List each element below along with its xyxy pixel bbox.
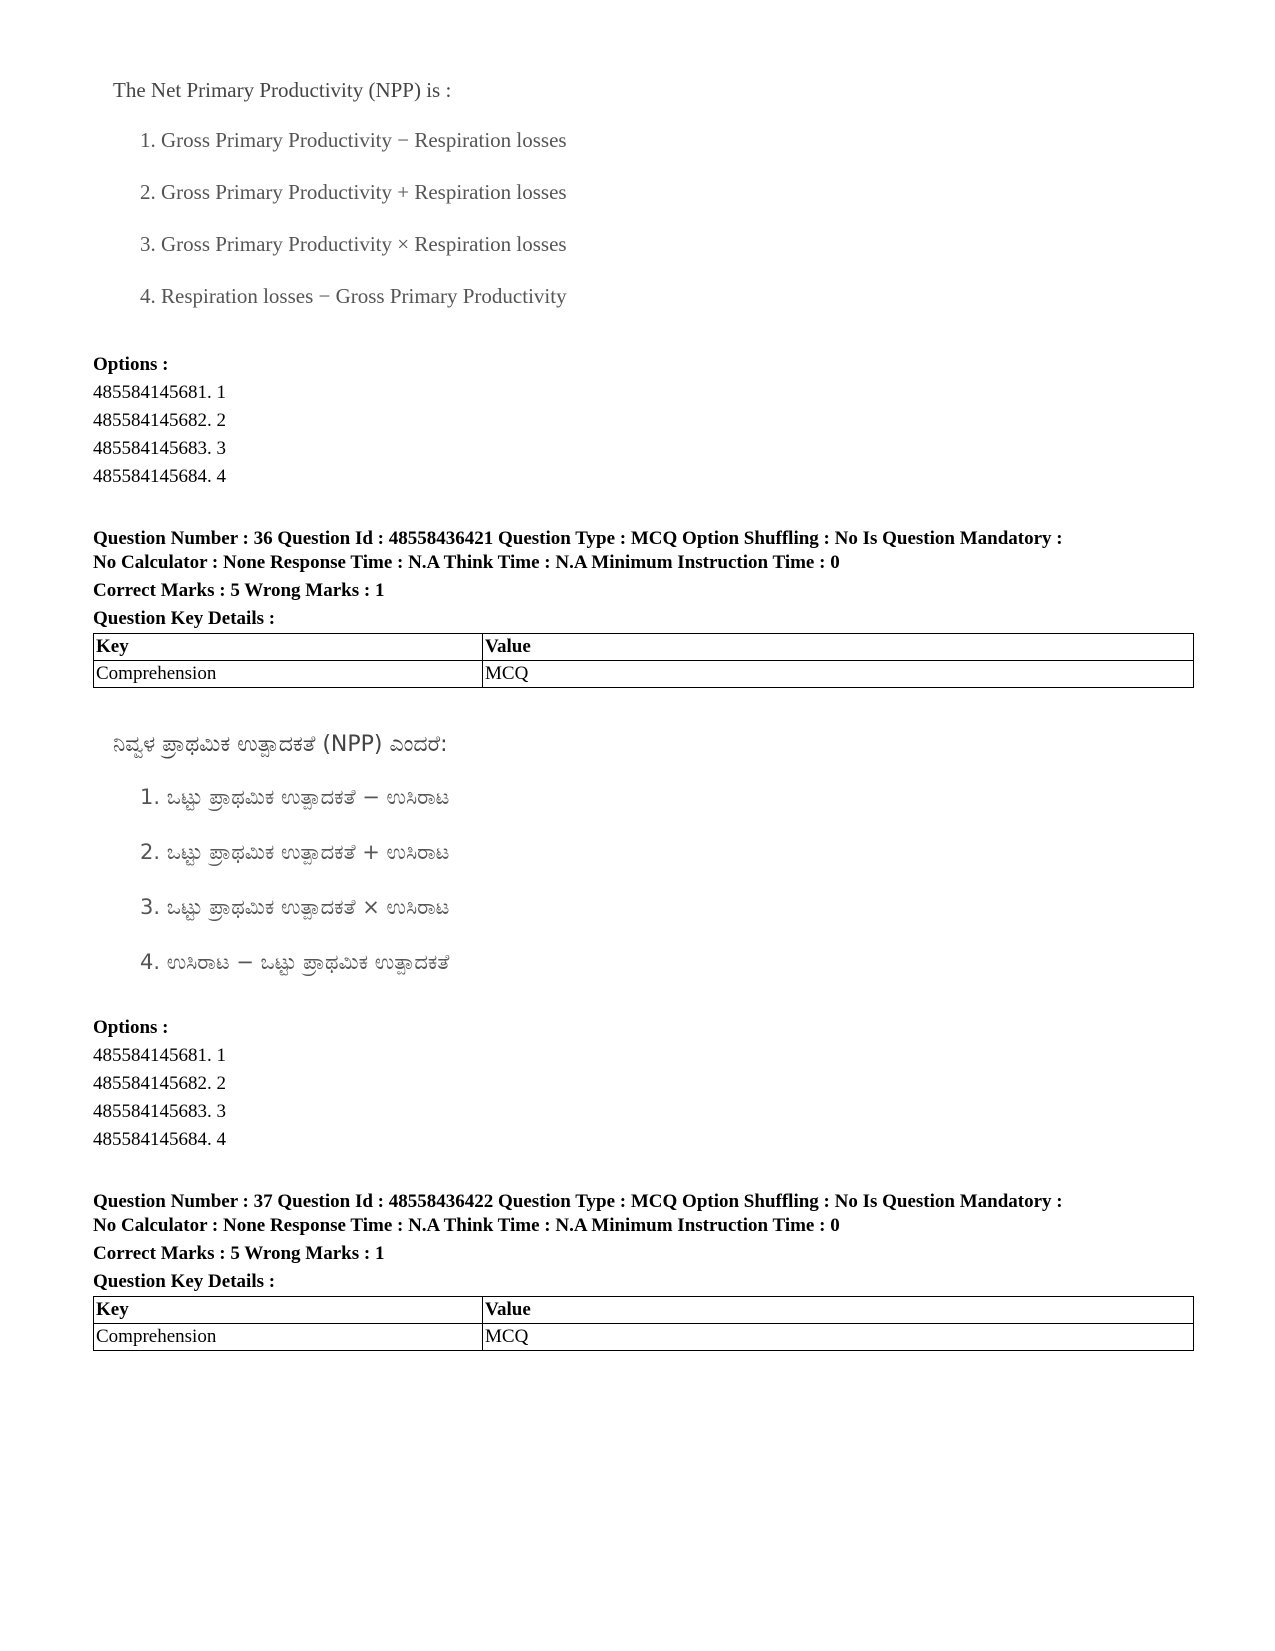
- table-header-cell: Key: [94, 1297, 483, 1324]
- option-item: 485584145682. 2: [93, 1073, 226, 1094]
- option-item: 485584145682. 2: [93, 410, 226, 431]
- image-option: 2. Gross Primary Productivity + Respiration losses: [140, 180, 567, 204]
- marks-line: Correct Marks : 5 Wrong Marks : 1: [93, 1243, 385, 1264]
- question-header: [93, 527, 1193, 688]
- table-header-cell: Value: [483, 1297, 1194, 1324]
- question-image-kannada: [113, 732, 449, 975]
- option-item: 485584145684. 4: [93, 1129, 226, 1150]
- options-section: [93, 351, 1193, 491]
- key-details-label: Question Key Details :: [93, 608, 276, 629]
- question-stem: ನಿವ್ವಳ ಪ್ರಾಥಮಿಕ ಉತ್ಪಾದಕತೆ (NPP) ಎಂದರೆ:: [113, 732, 448, 757]
- image-option: 4. ಉಸಿರಾಟ − ಒಟ್ಟು ಪ್ರಾಥಮಿಕ ಉತ್ಪಾದಕತೆ: [140, 950, 450, 974]
- question-meta-line2: No Calculator : None Response Time : N.A Think Time : N.A Minimum Instruction Time : 0: [93, 1215, 840, 1236]
- marks-line: Correct Marks : 5 Wrong Marks : 1: [93, 580, 385, 601]
- table-header-row: [94, 634, 1194, 661]
- key-details-table: [93, 1296, 1194, 1351]
- image-option: 3. ಒಟ್ಟು ಪ್ರಾಥಮಿಕ ಉತ್ಪಾದಕತೆ × ಉಸಿರಾಟ: [140, 895, 450, 919]
- table-cell: MCQ: [483, 1324, 1194, 1351]
- image-option: 2. ಒಟ್ಟು ಪ್ರಾಥಮಿಕ ಉತ್ಪಾದಕತೆ + ಉಸಿರಾಟ: [140, 840, 450, 864]
- image-option: 3. Gross Primary Productivity × Respiration losses: [140, 232, 567, 256]
- option-item: 485584145681. 1: [93, 382, 226, 403]
- options-section: [93, 1014, 1193, 1154]
- image-option: 1. ಒಟ್ಟು ಪ್ರಾಥಮಿಕ ಉತ್ಪಾದಕತೆ − ಉಸಿರಾಟ: [140, 785, 450, 809]
- table-header-cell: Key: [94, 634, 483, 661]
- key-details-table: [93, 633, 1194, 688]
- image-option: 4. Respiration losses − Gross Primary Productivity: [140, 284, 567, 308]
- option-item: 485584145683. 3: [93, 438, 226, 459]
- table-cell: Comprehension: [94, 1324, 483, 1351]
- table-cell: Comprehension: [94, 661, 483, 688]
- image-option: 1. Gross Primary Productivity − Respiration losses: [140, 128, 567, 152]
- option-item: 485584145681. 1: [93, 1045, 226, 1066]
- question-meta-line1: Question Number : 37 Question Id : 48558436422 Question Type : MCQ Option Shuffling : No Is Question Mandatory :: [93, 1191, 1063, 1212]
- option-item: 485584145684. 4: [93, 466, 226, 487]
- options-label: Options :: [93, 1017, 169, 1038]
- question-header: [93, 1190, 1193, 1351]
- options-label: Options :: [93, 354, 169, 375]
- key-details-label: Question Key Details :: [93, 1271, 276, 1292]
- table-row: [94, 1324, 1194, 1351]
- table-header-cell: Value: [483, 634, 1194, 661]
- table-header-row: [94, 1297, 1194, 1324]
- question-stem: The Net Primary Productivity (NPP) is :: [113, 78, 452, 102]
- question-image-english: [113, 78, 567, 309]
- question-meta-line2: No Calculator : None Response Time : N.A Think Time : N.A Minimum Instruction Time : 0: [93, 552, 840, 573]
- table-row: [94, 661, 1194, 688]
- table-cell: MCQ: [483, 661, 1194, 688]
- option-item: 485584145683. 3: [93, 1101, 226, 1122]
- question-meta-line1: Question Number : 36 Question Id : 48558436421 Question Type : MCQ Option Shuffling : No Is Question Mandatory :: [93, 528, 1063, 549]
